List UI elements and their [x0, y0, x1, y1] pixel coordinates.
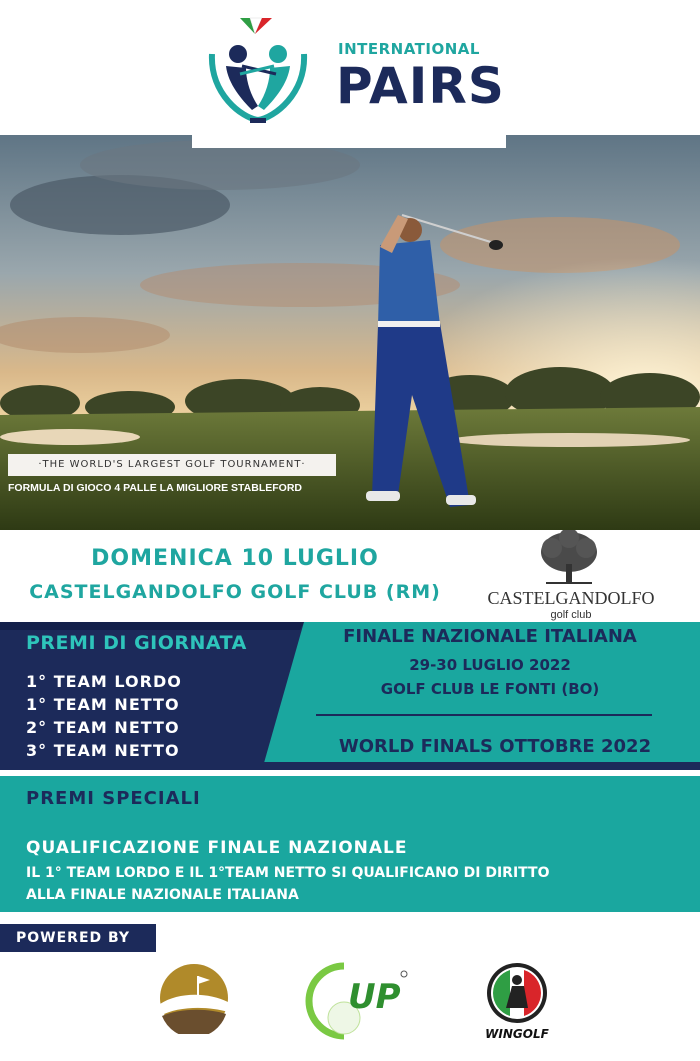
qualification-text-line-2: ALLA FINALE NAZIONALE ITALIANA	[26, 887, 299, 903]
prize-item: 3° TEAM NETTO	[26, 741, 180, 760]
qualification-title: QUALIFICAZIONE FINALE NAZIONALE	[26, 838, 408, 858]
powered-by-label: POWERED BY	[0, 924, 156, 952]
national-final-dates: 29-30 LUGLIO 2022	[409, 656, 571, 674]
national-final-title: FINALE NAZIONALE ITALIANA	[343, 626, 637, 647]
event-date: DOMENICA 10 LUGLIO	[91, 546, 379, 571]
game-format-text: FORMULA DI GIOCO 4 PALLE LA MIGLIORE STABLEFORD	[8, 482, 302, 494]
international-pairs-logo	[192, 0, 506, 148]
event-venue: CASTELGANDOLFO GOLF CLUB (RM)	[29, 581, 441, 603]
golfers-emblem-icon	[202, 14, 314, 126]
castelgandolfo-logo-sub: golf club	[550, 609, 592, 621]
world-finals-text: WORLD FINALS OTTOBRE 2022	[338, 736, 652, 757]
up-sponsor-text: UP	[348, 977, 401, 1017]
golf-flag-sponsor-logo	[158, 962, 230, 1034]
tagline-banner: ·THE WORLD'S LARGEST GOLF TOURNAMENT·	[8, 454, 336, 476]
brand-line-2: PAIRS	[336, 57, 505, 115]
prize-item: 1° TEAM LORDO	[26, 672, 182, 691]
prize-item: 2° TEAM NETTO	[26, 718, 180, 737]
tree-icon	[538, 530, 600, 586]
national-final-venue: GOLF CLUB LE FONTI (BO)	[380, 680, 600, 698]
wingolf-sponsor-text: WINGOLF	[485, 1027, 549, 1041]
qualification-text-line-1: IL 1° TEAM LORDO E IL 1°TEAM NETTO SI QUALIFICANO DI DIRITTO	[26, 865, 550, 881]
castelgandolfo-logo-name: CASTELGANDOLFO	[487, 588, 655, 608]
prize-item: 1° TEAM NETTO	[26, 695, 180, 714]
daily-prizes-title: PREMI DI GIORNATA	[26, 632, 247, 654]
up-sponsor-logo	[304, 960, 414, 1042]
special-prizes-title: PREMI SPECIALI	[26, 788, 201, 809]
wingolf-sponsor-logo	[480, 960, 554, 1026]
divider	[316, 714, 652, 716]
brand-line-1: INTERNATIONAL	[338, 40, 480, 58]
